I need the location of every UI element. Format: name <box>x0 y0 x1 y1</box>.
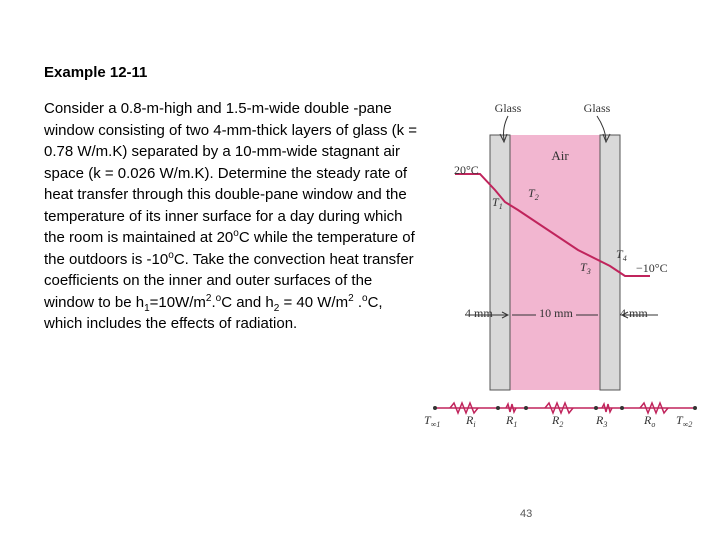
degree-sup: o <box>362 292 368 304</box>
circuit-r3-label: $R_3$ <box>596 413 608 429</box>
subscript: 1 <box>144 302 150 314</box>
problem-statement <box>44 98 424 335</box>
example-heading: Example 12-11 <box>44 64 148 81</box>
degree-sup: o <box>215 292 222 304</box>
circuit-r1-label: $R_1$ <box>506 413 518 429</box>
glass-left-pane <box>490 135 510 390</box>
dim-left-label: 4 mm <box>465 306 493 320</box>
text-part: =10W/m <box>149 293 206 311</box>
page-number: 43 <box>520 508 533 520</box>
dim-right-label: 4 mm <box>620 306 648 320</box>
node-t3 <box>594 406 598 410</box>
node-t4 <box>620 406 624 410</box>
t3-label: $T_3$ <box>580 260 591 276</box>
text-part: . <box>353 293 362 311</box>
squared-sup: 2 <box>205 292 212 304</box>
t2-label: $T_2$ <box>528 186 539 202</box>
air-label: Air <box>551 148 569 163</box>
text-part: C, which includes the effects of radiation. <box>44 293 383 332</box>
text-part: C. Take the convection heat transfer coefficients on the inner and outer surfaces of the window to be h <box>44 250 414 311</box>
t4-label: $T_4$ <box>616 247 627 263</box>
node-t1 <box>496 406 500 410</box>
glass-left-label: Glass <box>494 101 522 115</box>
dim-mid-label: 10 mm <box>539 306 573 320</box>
degree-sup: o <box>233 228 239 239</box>
double-pane-window-figure <box>420 90 710 435</box>
node-tinf2 <box>693 406 697 410</box>
text-part: = 40 W/m <box>279 293 349 311</box>
circuit-ro-label: $R_o$ <box>644 413 656 429</box>
text-part: . <box>211 293 216 311</box>
node-tinf1 <box>433 406 437 410</box>
glass-right-label: Glass <box>583 101 611 115</box>
text-part: C while the temperature of the outdoors is -10 <box>44 229 415 268</box>
temp-outside-label: −10°C <box>636 261 668 275</box>
text-part: C and h <box>221 293 274 311</box>
circuit-ri-label: $R_i$ <box>466 413 476 429</box>
circuit-r2-label: $R_2$ <box>552 413 564 429</box>
t1-label: $T_1$ <box>492 195 503 211</box>
text-part: Consider a 0.8-m-high and 1.5-m-wide double -pane window consisting of two 4-mm-thick layers of glass (k = 0.78 W/m.K) separated by a 10-mm-wide stagnant air space (k = 0.026 W/m.K). Determine the steady rate of heat transfer through this double-pane window and the temperature of its inner surface for a day during which the room is maintained at 20 <box>44 100 418 246</box>
circuit-tinf1-label: $T_{\infty 1}$ <box>424 413 441 429</box>
circuit-tinf2-label: $T_{\infty 2}$ <box>676 413 693 429</box>
degree-sup: o <box>168 249 174 261</box>
temp-inside-label: 20°C <box>454 163 479 177</box>
node-t2 <box>524 406 528 410</box>
squared-sup: 2 <box>348 292 354 304</box>
subscript: 2 <box>273 302 280 314</box>
